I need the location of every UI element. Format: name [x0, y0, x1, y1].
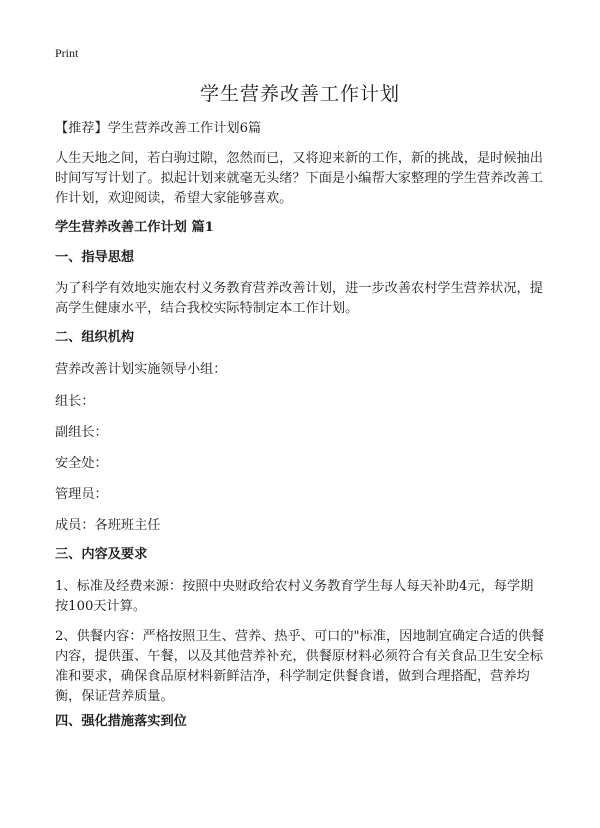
org-item-manager: 管理员： — [55, 487, 108, 502]
paragraph-funding: 1、标准及经费来源：按照中央财政给农村义务教育学生每人每天补助4元，每学期按100天计算。 — [55, 579, 534, 614]
org-item-deputy-leader: 副组长： — [55, 425, 108, 440]
section-title-part1: 学生营养改善工作计划 篇1 — [55, 220, 214, 235]
heading-organization: 二、组织机构 — [55, 330, 135, 345]
org-item-safety: 安全处： — [55, 456, 108, 471]
recommend-line: 【推荐】学生营养改善工作计划6篇 — [55, 121, 262, 136]
org-intro: 营养改善计划实施领导小组： — [55, 362, 227, 377]
heading-content-requirements: 三、内容及要求 — [55, 547, 148, 562]
intro-paragraph: 人生天地之间，若白驹过隙，忽然而已，又将迎来新的工作，新的挑战，是时候抽出时间写写计划了。拟起计划来就毫无头绪？下面是小编帮大家整理的学生营养改善工作计划，欢迎阅读，希望大家能够喜欢。 — [55, 151, 543, 206]
heading-measures: 四、强化措施落实到位 — [55, 714, 187, 729]
paragraph-guiding-thought: 为了科学有效地实施农村义务教育营养改善计划，进一步改善农村学生营养状况，提高学生健康水平，结合我校实际特制定本工作计划。 — [55, 281, 543, 316]
page-title: 学生营养改善工作计划 — [199, 83, 400, 105]
org-item-leader: 组长： — [55, 394, 95, 409]
paragraph-meal-content: 2、供餐内容：严格按照卫生、营养、热乎、可口的"标准，因地制宜确定合适的供餐内容，提供蛋、午餐，以及其他营养补充，供餐原材料必须符合有关食品卫生安全标准和要求，确保食品原材料新鲜洁净，科学制定供餐食谱，做到合理搭配，营养均衡，保证营养质量。 — [55, 629, 545, 704]
heading-guiding-thought: 一、指导思想 — [55, 250, 135, 265]
org-item-members: 成员：各班班主任 — [55, 518, 161, 533]
print-label[interactable]: Print — [55, 46, 79, 60]
